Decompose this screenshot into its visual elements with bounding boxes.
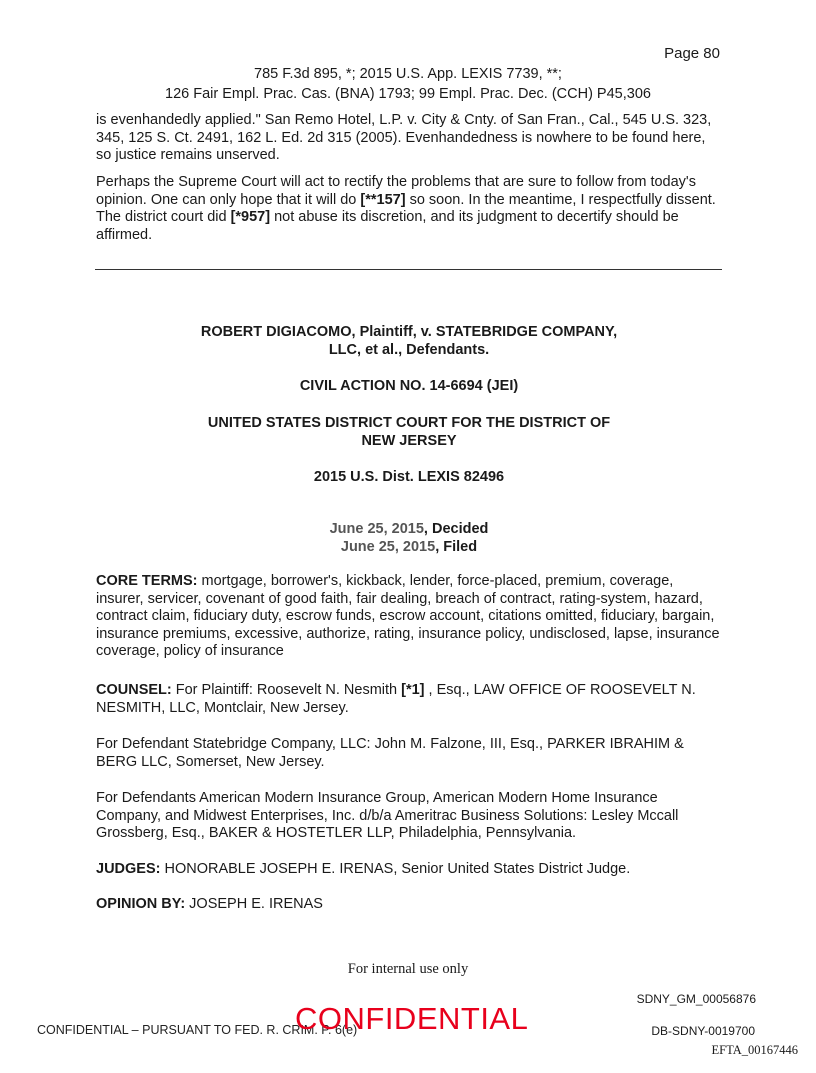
opinion-by-label: OPINION BY: [96, 896, 186, 912]
bates-number-db: DB-SDNY-0019700 [651, 1024, 755, 1038]
court-line-2: NEW JERSEY [361, 433, 457, 449]
star-page-marker: [*957] [230, 209, 271, 225]
judges [96, 861, 722, 879]
efta-number: EFTA_00167446 [711, 1043, 798, 1057]
confidential-stamp: CONFIDENTIAL [295, 1001, 529, 1036]
opinion-by [96, 896, 722, 914]
page-number: Page 80 [664, 45, 720, 62]
counsel-defendant-1: For Defendant Statebridge Company, LLC: John M. Falzone, III, Esq., PARKER IBRAHIM & BERG LLC, Somerset, New Jersey. [96, 736, 684, 770]
citation-line-1: 785 F.3d 895, *; 2015 U.S. App. LEXIS 7739, **; [254, 66, 562, 82]
core-terms [96, 573, 722, 661]
caption-line-1: ROBERT DIGIACOMO, Plaintiff, v. STATEBRIDGE COMPANY, [200, 324, 618, 340]
court-name [96, 414, 722, 450]
opinion-by-text: JOSEPH E. IRENAS [185, 896, 323, 912]
judges-label: JUDGES: [96, 861, 161, 877]
decided-date [96, 520, 722, 538]
date-label: , Decided [423, 521, 489, 537]
date-value: June 25, 2015 [340, 539, 436, 555]
date-label: , Filed [435, 539, 478, 555]
lexis-citation: 2015 U.S. Dist. LEXIS 82496 [313, 469, 505, 485]
prior-opinion-paragraph-2 [96, 174, 722, 244]
filed-date [96, 538, 722, 556]
paragraph-text: Perhaps the Supreme Court will act to rectify the problems that are sure to follow from today's opinion. One can only hope that it will do [96, 174, 696, 208]
counsel-defendant-2: For Defendants American Modern Insurance Group, American Modern Home Insurance Company, and Midwest Enterprises, Inc. d/b/a Ameritrac Business Solutions: Lesley Mccall Grossberg, Esq., BAKER & HOSTETLER LLP, Philadelphia, Pennsylvania. [96, 790, 679, 841]
star-page-marker: [*1] [401, 682, 425, 698]
counsel-text: For Plaintiff: Roosevelt N. Nesmith [171, 682, 402, 698]
judges-text: HONORABLE JOSEPH E. IRENAS, Senior United States District Judge. [160, 861, 631, 877]
confidential-notice: CONFIDENTIAL – PURSUANT TO FED. R. CRIM. P. 6(e) [37, 1023, 358, 1037]
core-terms-text: mortgage, borrower's, kickback, lender, force-placed, premium, coverage, insurer, servicer, covenant of good faith, fair dealing, breach of contract, rating-system, hazard, contract claim, fiduciary duty, escrow funds, escrow account, citations omitted, fiduciary, bargain, insurance premiums, excessive, authorize, rating, insurance policy, undisclosed, lapse, insurance coverage, policy of insurance [96, 573, 720, 659]
paragraph-text: not abuse its discretion, and its judgment to decertify should be affirmed. [96, 209, 679, 243]
caption-line-2: LLC, et al., Defendants. [328, 342, 490, 358]
prior-opinion-paragraph-1: is evenhandedly applied." San Remo Hotel, L.P. v. City & Cnty. of San Fran., Cal., 545 U.S. 323, 345, 125 S. Ct. 2491, 162 L. Ed. 2d 315 (2005). Evenhandedness is nowhere to be found here, so justice remains unserved. [96, 112, 712, 163]
section-divider [95, 269, 722, 270]
core-terms-label: CORE TERMS: [96, 573, 198, 589]
case-caption [96, 323, 722, 359]
counsel-text: , Esq., LAW OFFICE OF ROOSEVELT N. NESMITH, LLC, Montclair, New Jersey. [96, 682, 696, 716]
paragraph-text: so soon. In the meantime, I respectfully dissent. The district court did [96, 191, 716, 225]
date-value: June 25, 2015 [329, 521, 424, 537]
star-page-marker: [**157] [360, 191, 406, 208]
court-line-1: UNITED STATES DISTRICT COURT FOR THE DISTRICT OF [207, 415, 611, 431]
docket-number: CIVIL ACTION NO. 14-6694 (JEI) [299, 378, 519, 394]
counsel-plaintiff [96, 682, 722, 717]
bates-number-gm: SDNY_GM_00056876 [636, 992, 756, 1006]
counsel-label: COUNSEL: [96, 682, 172, 698]
internal-use-note: For internal use only [347, 961, 469, 977]
citation-line-2: 126 Fair Empl. Prac. Cas. (BNA) 1793; 99 Empl. Prac. Dec. (CCH) P45,306 [165, 86, 651, 102]
